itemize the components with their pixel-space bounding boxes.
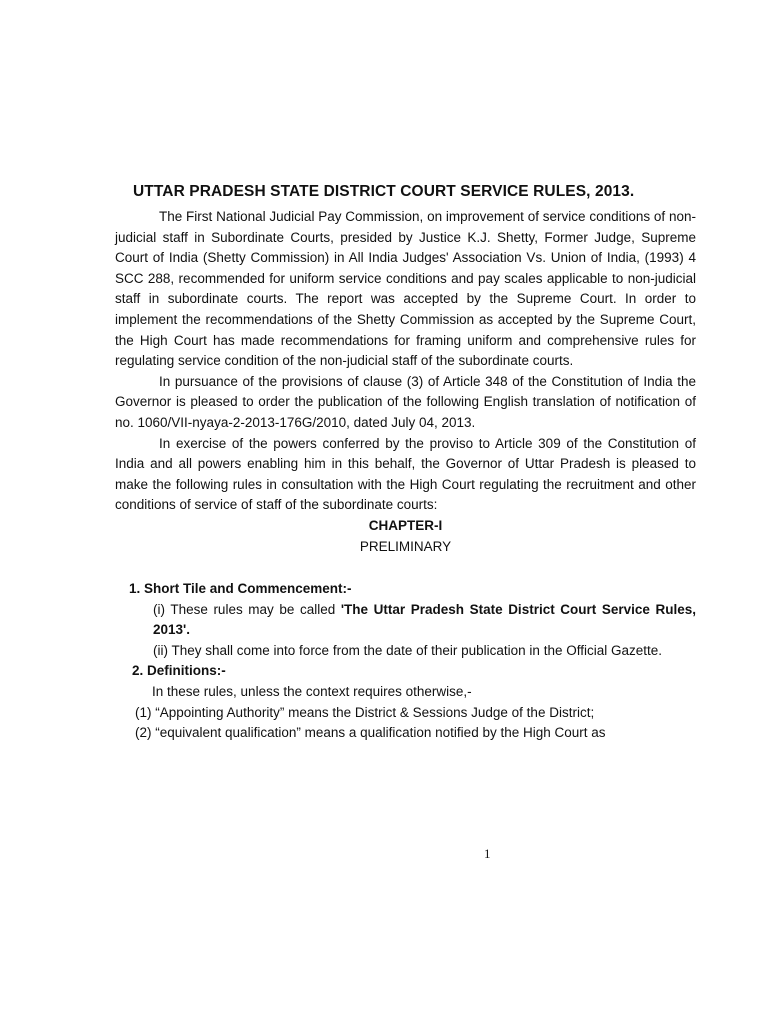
section-2-heading: 2. Definitions:- [132, 663, 226, 679]
section-1-heading: 1. Short Tile and Commencement:- [129, 581, 352, 597]
paragraph-shetty-commission: The First National Judicial Pay Commission, on improvement of service conditions of non-judicial staff in Subordinate Courts, presided by Justice K.J. Shetty, Former Judge, Supreme Court of India (Shetty Commission) in All India Judges' Association Vs. Union of India, (1993) 4 SCC 288, recommended for uniform service conditions and pay scales applicable to non-judicial staff in subordinate courts. The report was accepted by the Supreme Court. In order to implement the recommendations of the Shetty Commission as accepted by the Supreme Court, the High Court has made recommendations for framing uniform and comprehensive rules for regulating service condition of the non-judicial staff of the subordinate courts. [115, 209, 696, 369]
document-title: UTTAR PRADESH STATE DISTRICT COURT SERVICE RULES, 2013. [133, 183, 635, 200]
chapter-number: CHAPTER-I [368, 517, 443, 533]
section-1-item-1-text: (i) These rules may be called [153, 601, 341, 617]
chapter-name: PRELIMINARY [359, 538, 452, 554]
spacer [115, 557, 696, 579]
document-body [115, 207, 696, 744]
section-1-item-2: (ii) They shall come into force from the date of their publication in the Official Gazette. [153, 642, 662, 658]
rules-name: 'The Uttar Pradesh State District Court Service Rules, 2013'. [153, 601, 697, 638]
definition-2: (2) “equivalent qualification” means a qualification notified by the High Court as [135, 725, 606, 741]
paragraph-article-309: In exercise of the powers conferred by the proviso to Article 309 of the Constitution of India and all powers enabling him in this behalf, the Governor of Uttar Pradesh is pleased to make the following rules in consultation with the High Court regulating the recruitment and other conditions of service of staff of the subordinate courts: [115, 435, 696, 513]
section-1-item-1 [115, 600, 696, 641]
definition-1: (1) “Appointing Authority” means the District & Sessions Judge of the District; [135, 704, 595, 720]
paragraph-article-348: In pursuance of the provisions of clause (3) of Article 348 of the Constitution of India the Governor is pleased to order the publication of the following English translation of notification of no. 1060/VII-nyaya-2-2013-176G/2010, dated July 04, 2013. [115, 373, 696, 430]
page-number: 1 [484, 846, 491, 861]
section-2-intro: In these rules, unless the context requires otherwise,- [152, 684, 472, 700]
